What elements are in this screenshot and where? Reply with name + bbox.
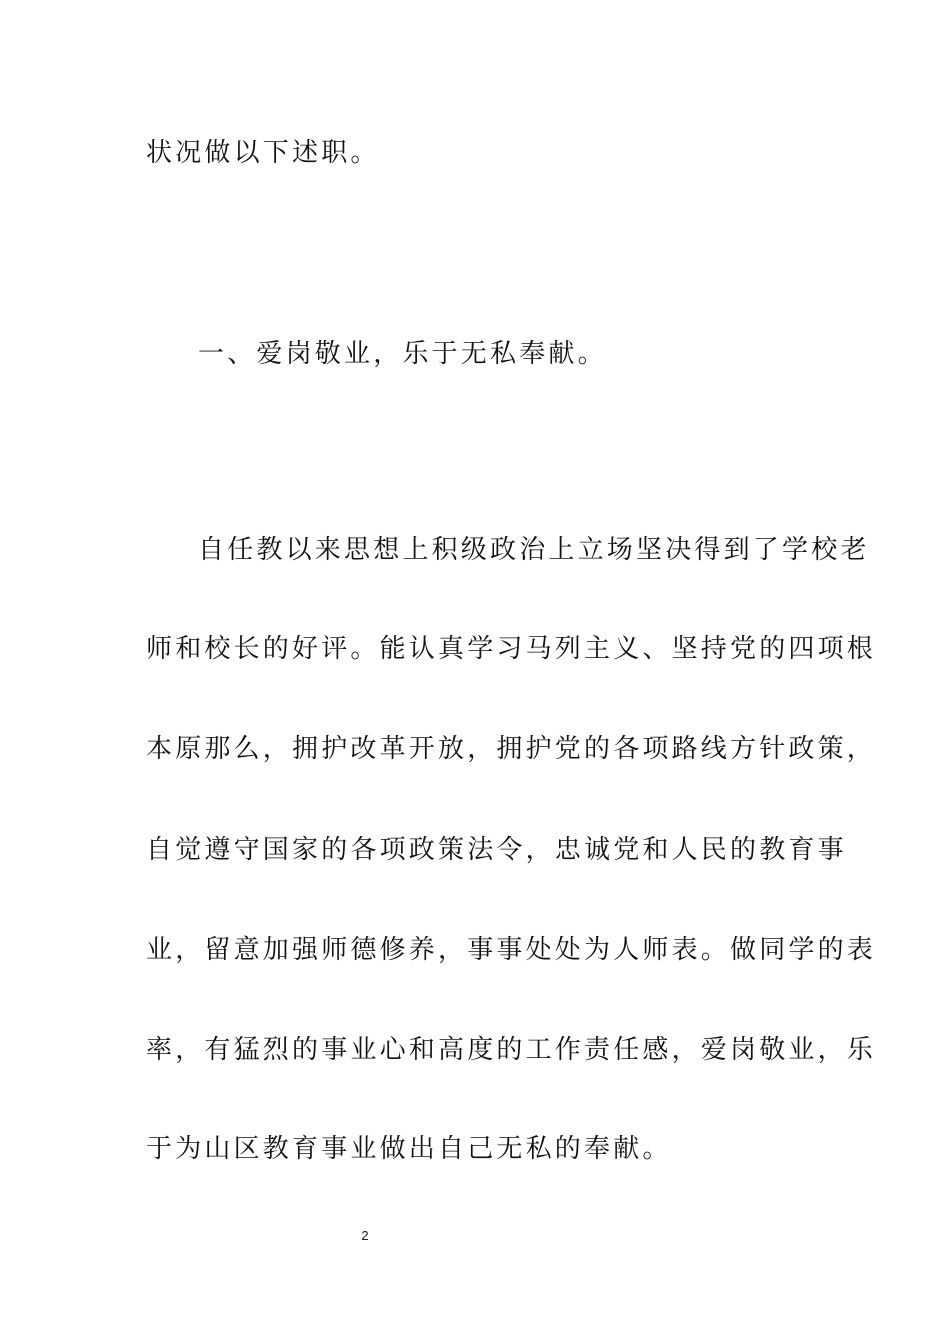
page-number: 2 [361,1228,369,1243]
paragraph-line: 业，留意加强师德修养，事事处处为人师表。做同学的表 [146,935,877,965]
continuation-line: 状况做以下述职。 [146,138,380,168]
paragraph-line: 师和校长的好评。能认真学习马列主义、坚持党的四项根 [146,634,877,664]
paragraph-line: 自觉遵守国家的各项政策法令，忠诚党和人民的教育事 [146,835,847,865]
section-heading: 一、爱岗敬业，乐于无私奉献。 [198,339,607,369]
paragraph-line: 自任教以来思想上积级政治上立场坚决得到了学校老 [198,535,870,565]
paragraph-line: 于为山区教育事业做出自己无私的奉献。 [146,1134,672,1164]
paragraph-line: 率，有猛烈的事业心和高度的工作责任感，爱岗敬业，乐 [146,1035,877,1065]
paragraph-line: 本原那么，拥护改革开放，拥护党的各项路线方针政策， [146,734,877,764]
